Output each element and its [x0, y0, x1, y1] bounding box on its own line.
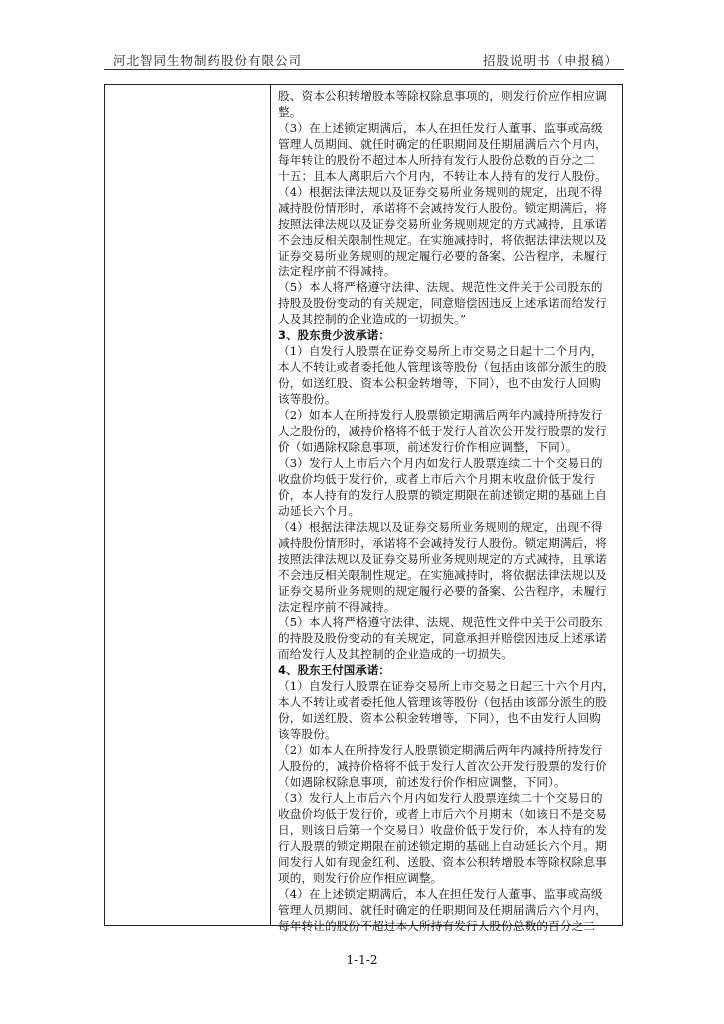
text-line: 证券交易所业务规则的规定履行必要的备案、公告程序，未履行 [278, 248, 607, 263]
text-line: 人股份的，减持价格将不低于发行人首次公开发行股票的发行价 [278, 759, 607, 774]
text-line: （如遇除权除息事项，前述发行价作相应调整，下同）。 [278, 774, 566, 789]
section-heading: 3、股东贵少波承诺： [278, 328, 390, 343]
text-line: 不会违反相关限制性规定。在实施减持时，将依据法律法规以及 [278, 232, 607, 247]
text-line: （3）发行人上市后六个月内如发行人股票连续二十个交易日的 [278, 790, 603, 805]
text-line: （3）在上述锁定期满后，本人在担任发行人董事、监事或高级 [278, 120, 603, 135]
text-line: （4）根据法律法规以及证券交易所业务规则的规定，出现不得 [278, 519, 603, 534]
text-line: 减持股份情形时，承诺将不会减持发行人股份。锁定期满后，将 [278, 535, 607, 550]
header-company-name: 河北智同生物制药股份有限公司 [113, 53, 303, 68]
text-line: 按照法律法规以及证券交易所业务规则规定的方式减持，且承诺 [278, 216, 607, 231]
text-line: 管理人员期间、就任时确定的任职期间及任期届满后六个月内， [278, 136, 607, 151]
text-line: 不会违反相关限制性规定。在实施减持时，将依据法律法规以及 [278, 567, 607, 582]
table-content-cell [278, 89, 620, 935]
text-line: 整。 [278, 104, 302, 119]
text-line: 按照法律法规以及证券交易所业务规则规定的方式减持，且承诺 [278, 551, 607, 566]
text-line: （1）自发行人股票在证券交易所上市交易之日起十二个月内， [278, 344, 603, 359]
text-line: 该等股份。 [278, 727, 337, 742]
text-line: （2）如本人在所持发行人股票锁定期满后两年内减持所持发行 [278, 743, 603, 758]
text-line: （5）本人将严格遵守法律、法规、规范性文件中关于公司股东 [278, 615, 603, 630]
text-line: （4）在上述锁定期满后，本人在担任发行人董事、监事或高级 [278, 886, 603, 901]
commitment-table [104, 84, 623, 933]
text-line: 每年转让的股份不超过本人所持有发行人股份总数的百分之二 [278, 918, 596, 933]
text-line: 的持股及股份变动的有关规定，同意承担并赔偿因违反上述承诺 [278, 631, 607, 646]
text-line: 人及其控制的企业造成的一切损失。” [278, 312, 467, 327]
text-line: （2）如本人在所持发行人股票锁定期满后两年内减持所持发行 [278, 408, 603, 423]
text-line: 人之股份的，减持价格将不低于发行人首次公开发行股票的发行 [278, 424, 607, 439]
text-line: 间发行人如有现金红利、送股、资本公积转增股本等除权除息事 [278, 854, 607, 869]
text-line: 法定程序前不得减持。 [278, 264, 396, 279]
header-rule [104, 69, 624, 70]
text-line: （4）根据法律法规以及证券交易所业务规则的规定，出现不得 [278, 184, 603, 199]
text-line: 法定程序前不得减持。 [278, 599, 396, 614]
text-line: 价，本人持有的发行人股票的锁定期限在前述锁定期的基础上自 [278, 487, 607, 502]
text-line: 收盘价均低于发行价，或者上市后六个月期末（如该日不是交易 [278, 806, 607, 821]
text-line: 而给发行人及其控制的企业造成的一切损失。 [278, 647, 513, 662]
text-line: 持股及股份变动的有关规定，同意赔偿因违反上述承诺而给发行 [278, 296, 607, 311]
text-line: 股、资本公积转增股本等除权除息事项的，则发行价应作相应调 [278, 89, 607, 103]
text-line: 每年转让的股份不超过本人所持有发行人股份总数的百分之二 [278, 152, 596, 167]
text-line: 十五；且本人离职后六个月内，不转让本人持有的发行人股份。 [278, 168, 607, 183]
text-line: 管理人员期间、就任时确定的任职期间及任期届满后六个月内， [278, 902, 607, 917]
text-line: （5）本人将严格遵守法律、法规、规范性文件关于公司股东的 [278, 280, 603, 295]
text-line: 价（如遇除权除息事项，前述发行价作相应调整，下同）。 [278, 439, 578, 454]
header-document-title: 招股说明书（申报稿） [482, 53, 618, 68]
section-heading: 4、股东王付国承诺： [278, 663, 390, 678]
text-line: 行人股票的锁定期限在前述锁定期的基础上自动延长六个月。期 [278, 838, 607, 853]
text-line: 收盘价均低于发行价，或者上市后六个月期末收盘价低于发行 [278, 471, 596, 486]
text-line: 本人不转让或者委托他人管理该等股份（包括由该部分派生的股 [278, 360, 607, 375]
text-line: 动延长六个月。 [278, 503, 361, 518]
text-line: 减持股份情形时，承诺将不会减持发行人股份。锁定期满后，将 [278, 200, 607, 215]
text-line: 份，如送红股、资本公积金转增等，下同），也不由发行人回购 [278, 376, 602, 391]
text-line: 日，则该日后第一个交易日）收盘价低于发行价，本人持有的发 [278, 822, 607, 837]
text-line: （1）自发行人股票在证券交易所上市交易之日起三十六个月内， [278, 679, 615, 694]
page-number: 1-1-2 [346, 953, 378, 967]
table-column-divider [270, 85, 271, 925]
text-line: （3）发行人上市后六个月内如发行人股票连续二十个交易日的 [278, 455, 603, 470]
text-line: 项的，则发行价应作相应调整。 [278, 870, 443, 885]
text-line: 证券交易所业务规则的规定履行必要的备案、公告程序，未履行 [278, 583, 607, 598]
text-line: 份，如送红股、资本公积金转增等，下同），也不由发行人回购 [278, 711, 602, 726]
text-line: 该等股份。 [278, 392, 337, 407]
text-line: 本人不转让或者委托他人管理该等股份（包括由该部分派生的股 [278, 695, 607, 710]
